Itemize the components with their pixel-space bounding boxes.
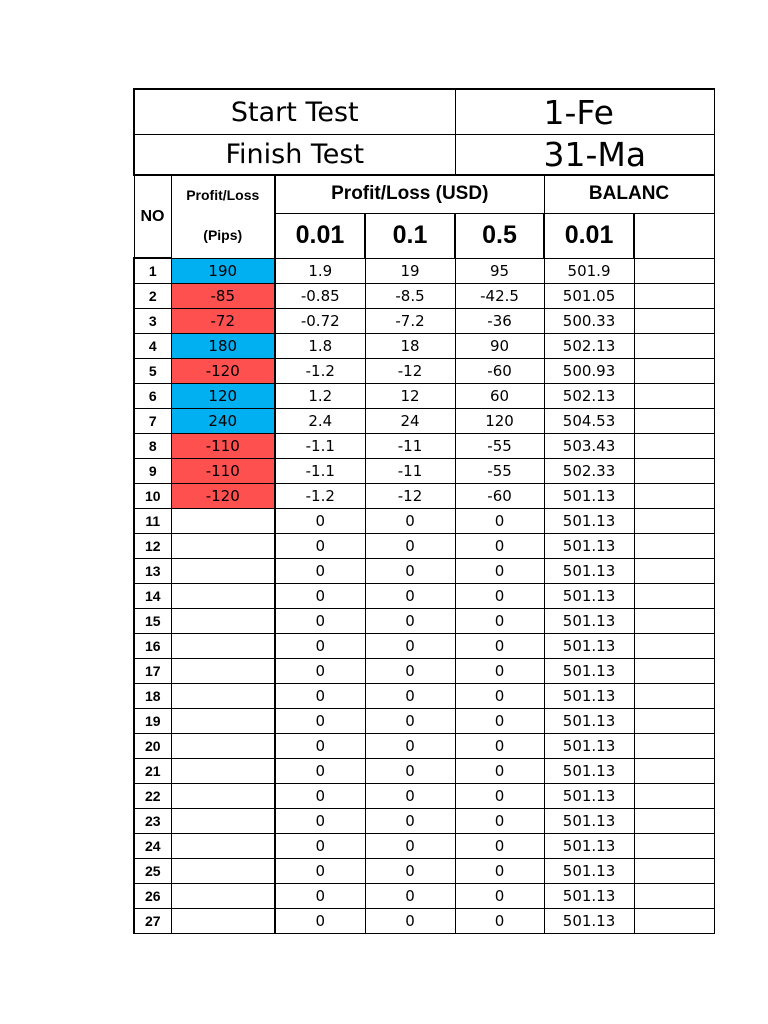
balance-next-cell[interactable]: [634, 258, 714, 284]
balance-next-cell[interactable]: [634, 434, 714, 459]
pips-cell[interactable]: [171, 634, 275, 659]
balance-next-cell[interactable]: [634, 534, 714, 559]
usd-05-cell[interactable]: 0: [455, 809, 544, 834]
balance-cell[interactable]: 501.9: [544, 258, 634, 284]
pips-cell[interactable]: [171, 709, 275, 734]
usd-01-cell[interactable]: -11: [365, 434, 455, 459]
usd-05-cell[interactable]: 0: [455, 884, 544, 909]
usd-001-cell[interactable]: -1.1: [275, 434, 365, 459]
balance-next-cell[interactable]: [634, 834, 714, 859]
usd-05-cell[interactable]: 0: [455, 634, 544, 659]
pips-cell[interactable]: -85: [171, 284, 275, 309]
usd-05-cell[interactable]: 95: [455, 258, 544, 284]
start-test-row: [134, 89, 714, 135]
usd-05-cell[interactable]: 0: [455, 659, 544, 684]
usd-05-cell[interactable]: -42.5: [455, 284, 544, 309]
balance-cell[interactable]: 501.13: [544, 609, 634, 634]
balance-next-cell[interactable]: [634, 559, 714, 584]
balance-cell[interactable]: 501.13: [544, 709, 634, 734]
usd-001-cell[interactable]: -1.2: [275, 359, 365, 384]
balance-next-cell[interactable]: [634, 909, 714, 934]
usd-group-header: Profit/Loss (USD): [275, 175, 544, 213]
balance-cell[interactable]: 502.13: [544, 334, 634, 359]
table-row: [134, 659, 714, 684]
row-number[interactable]: 25: [134, 859, 171, 884]
table-row: [134, 484, 714, 509]
column-header-row: [134, 175, 714, 213]
pips-cell[interactable]: [171, 759, 275, 784]
row-number[interactable]: 5: [134, 359, 171, 384]
table-row: [134, 759, 714, 784]
usd-05-cell[interactable]: 0: [455, 509, 544, 534]
pips-cell[interactable]: [171, 809, 275, 834]
usd-01-cell[interactable]: 18: [365, 334, 455, 359]
usd-001-cell[interactable]: 0: [275, 509, 365, 534]
usd-05-cell[interactable]: 120: [455, 409, 544, 434]
row-number[interactable]: 13: [134, 559, 171, 584]
usd-01-cell[interactable]: 24: [365, 409, 455, 434]
pips-cell[interactable]: [171, 509, 275, 534]
pips-cell[interactable]: [171, 534, 275, 559]
usd-01-cell[interactable]: 0: [365, 834, 455, 859]
pips-cell[interactable]: [171, 884, 275, 909]
usd-05-cell[interactable]: 0: [455, 909, 544, 934]
pips-cell[interactable]: -120: [171, 359, 275, 384]
balance-next-cell[interactable]: [634, 509, 714, 534]
usd-01-cell[interactable]: 0: [365, 634, 455, 659]
usd-001-cell[interactable]: -1.1: [275, 459, 365, 484]
usd-05-cell[interactable]: 0: [455, 709, 544, 734]
usd-001-cell[interactable]: 0: [275, 534, 365, 559]
lot-size-header: 0.01: [275, 213, 365, 258]
usd-05-cell[interactable]: -60: [455, 359, 544, 384]
balance-cell[interactable]: 501.13: [544, 809, 634, 834]
pips-cell[interactable]: [171, 609, 275, 634]
balance-cell[interactable]: 501.13: [544, 884, 634, 909]
pips-cell[interactable]: 190: [171, 258, 275, 284]
table-row: [134, 884, 714, 909]
usd-001-cell[interactable]: -1.2: [275, 484, 365, 509]
usd-001-cell[interactable]: 0: [275, 634, 365, 659]
table-row: [134, 909, 714, 934]
lot-size-header: [634, 213, 714, 258]
usd-05-cell[interactable]: 0: [455, 759, 544, 784]
usd-05-cell[interactable]: 0: [455, 534, 544, 559]
table-row: [134, 309, 714, 334]
usd-01-cell[interactable]: 0: [365, 509, 455, 534]
balance-next-cell[interactable]: [634, 809, 714, 834]
row-number[interactable]: 8: [134, 434, 171, 459]
row-number[interactable]: 16: [134, 634, 171, 659]
row-number[interactable]: 21: [134, 759, 171, 784]
usd-01-cell[interactable]: 0: [365, 859, 455, 884]
pips-cell[interactable]: [171, 834, 275, 859]
pips-cell[interactable]: [171, 559, 275, 584]
usd-01-cell[interactable]: 0: [365, 909, 455, 934]
pips-cell[interactable]: [171, 784, 275, 809]
usd-001-cell[interactable]: 0: [275, 834, 365, 859]
start-test-date: 1-Fe: [455, 89, 714, 135]
usd-001-cell[interactable]: 0: [275, 659, 365, 684]
table-row: [134, 809, 714, 834]
balance-cell[interactable]: 501.13: [544, 484, 634, 509]
table-row: [134, 559, 714, 584]
pips-cell[interactable]: [171, 584, 275, 609]
balance-next-cell[interactable]: [634, 659, 714, 684]
table-row: [134, 684, 714, 709]
no-column-header: NO: [134, 175, 171, 258]
table-row: [134, 409, 714, 434]
backtest-table: [133, 88, 715, 934]
row-number[interactable]: 4: [134, 334, 171, 359]
balance-cell[interactable]: 501.13: [544, 684, 634, 709]
pips-cell[interactable]: -72: [171, 309, 275, 334]
row-number[interactable]: 2: [134, 284, 171, 309]
usd-01-cell[interactable]: 0: [365, 809, 455, 834]
usd-05-cell[interactable]: 0: [455, 784, 544, 809]
pips-cell[interactable]: -110: [171, 459, 275, 484]
usd-05-cell[interactable]: 0: [455, 859, 544, 884]
balance-cell[interactable]: 501.13: [544, 734, 634, 759]
row-number[interactable]: 11: [134, 509, 171, 534]
usd-01-cell[interactable]: 0: [365, 759, 455, 784]
pips-cell[interactable]: -110: [171, 434, 275, 459]
row-number[interactable]: 12: [134, 534, 171, 559]
lot-size-row: [134, 213, 714, 258]
table-row: [134, 284, 714, 309]
balance-cell[interactable]: 503.43: [544, 434, 634, 459]
balance-next-cell[interactable]: [634, 309, 714, 334]
table-row: [134, 384, 714, 409]
balance-next-cell[interactable]: [634, 609, 714, 634]
balance-next-cell[interactable]: [634, 284, 714, 309]
balance-cell[interactable]: 504.53: [544, 409, 634, 434]
usd-001-cell[interactable]: 0: [275, 709, 365, 734]
row-number[interactable]: 7: [134, 409, 171, 434]
usd-01-cell[interactable]: 0: [365, 734, 455, 759]
usd-01-cell[interactable]: 0: [365, 884, 455, 909]
balance-next-cell[interactable]: [634, 459, 714, 484]
row-number[interactable]: 17: [134, 659, 171, 684]
table-row: [134, 434, 714, 459]
finish-test-date: 31-Ma: [455, 135, 714, 176]
balance-next-cell[interactable]: [634, 359, 714, 384]
pips-cell[interactable]: [171, 734, 275, 759]
row-number[interactable]: 9: [134, 459, 171, 484]
balance-next-cell[interactable]: [634, 634, 714, 659]
balance-next-cell[interactable]: [634, 734, 714, 759]
usd-05-cell[interactable]: 0: [455, 684, 544, 709]
balance-next-cell[interactable]: [634, 759, 714, 784]
table-row: [134, 258, 714, 284]
row-number[interactable]: 20: [134, 734, 171, 759]
usd-05-cell[interactable]: -60: [455, 484, 544, 509]
pips-cell[interactable]: [171, 684, 275, 709]
balance-cell[interactable]: 501.13: [544, 834, 634, 859]
usd-05-cell[interactable]: -55: [455, 434, 544, 459]
pips-cell[interactable]: [171, 659, 275, 684]
usd-05-cell[interactable]: 0: [455, 584, 544, 609]
pips-cell[interactable]: [171, 859, 275, 884]
lot-size-header: 0.01: [544, 213, 634, 258]
usd-001-cell[interactable]: 0: [275, 684, 365, 709]
row-number[interactable]: 15: [134, 609, 171, 634]
usd-001-cell[interactable]: 0: [275, 734, 365, 759]
usd-01-cell[interactable]: -11: [365, 459, 455, 484]
table-row: [134, 734, 714, 759]
finish-test-row: [134, 135, 714, 176]
row-number[interactable]: 23: [134, 809, 171, 834]
table-row: [134, 709, 714, 734]
usd-05-cell[interactable]: 0: [455, 734, 544, 759]
row-number[interactable]: 10: [134, 484, 171, 509]
table-row: [134, 784, 714, 809]
pips-unit-label: (Pips): [171, 213, 275, 258]
lot-size-header: 0.5: [455, 213, 544, 258]
balance-next-cell[interactable]: [634, 709, 714, 734]
balance-cell[interactable]: 501.13: [544, 909, 634, 934]
pips-cell[interactable]: 120: [171, 384, 275, 409]
usd-05-cell[interactable]: 90: [455, 334, 544, 359]
usd-01-cell[interactable]: -8.5: [365, 284, 455, 309]
pips-cell[interactable]: -120: [171, 484, 275, 509]
usd-01-cell[interactable]: 0: [365, 534, 455, 559]
table-row: [134, 609, 714, 634]
usd-01-cell[interactable]: 0: [365, 659, 455, 684]
usd-001-cell[interactable]: 0: [275, 784, 365, 809]
usd-001-cell[interactable]: 0: [275, 759, 365, 784]
pips-cell[interactable]: 240: [171, 409, 275, 434]
balance-next-cell[interactable]: [634, 334, 714, 359]
table-row: [134, 834, 714, 859]
usd-01-cell[interactable]: -12: [365, 359, 455, 384]
usd-05-cell[interactable]: -36: [455, 309, 544, 334]
balance-cell[interactable]: 500.93: [544, 359, 634, 384]
usd-001-cell[interactable]: 0: [275, 559, 365, 584]
pips-cell[interactable]: [171, 909, 275, 934]
balance-cell[interactable]: 501.13: [544, 559, 634, 584]
row-number[interactable]: 14: [134, 584, 171, 609]
usd-01-cell[interactable]: 12: [365, 384, 455, 409]
row-number[interactable]: 1: [134, 258, 171, 284]
balance-next-cell[interactable]: [634, 409, 714, 434]
usd-001-cell[interactable]: 0: [275, 909, 365, 934]
usd-001-cell[interactable]: -0.85: [275, 284, 365, 309]
balance-group-header: BALANC: [544, 175, 714, 213]
balance-next-cell[interactable]: [634, 884, 714, 909]
usd-001-cell[interactable]: -0.72: [275, 309, 365, 334]
balance-cell[interactable]: 501.13: [544, 534, 634, 559]
balance-cell[interactable]: 501.13: [544, 784, 634, 809]
usd-01-cell[interactable]: -12: [365, 484, 455, 509]
usd-001-cell[interactable]: 1.9: [275, 258, 365, 284]
balance-cell[interactable]: 501.13: [544, 659, 634, 684]
balance-cell[interactable]: 501.13: [544, 859, 634, 884]
usd-01-cell[interactable]: -7.2: [365, 309, 455, 334]
table-row: [134, 859, 714, 884]
balance-cell[interactable]: 500.33: [544, 309, 634, 334]
row-number[interactable]: 22: [134, 784, 171, 809]
balance-next-cell[interactable]: [634, 859, 714, 884]
usd-05-cell[interactable]: -55: [455, 459, 544, 484]
spreadsheet-viewport: [133, 88, 670, 941]
row-number[interactable]: 27: [134, 909, 171, 934]
table-row: [134, 534, 714, 559]
balance-cell[interactable]: 501.13: [544, 634, 634, 659]
start-test-label: Start Test: [134, 89, 455, 135]
usd-001-cell[interactable]: 0: [275, 584, 365, 609]
lot-size-header: 0.1: [365, 213, 455, 258]
usd-01-cell[interactable]: 0: [365, 684, 455, 709]
table-row: [134, 334, 714, 359]
usd-001-cell[interactable]: 0: [275, 859, 365, 884]
usd-05-cell[interactable]: 60: [455, 384, 544, 409]
usd-01-cell[interactable]: 0: [365, 559, 455, 584]
pips-cell[interactable]: 180: [171, 334, 275, 359]
balance-next-cell[interactable]: [634, 784, 714, 809]
finish-test-label: Finish Test: [134, 135, 455, 176]
usd-01-cell[interactable]: 0: [365, 584, 455, 609]
balance-next-cell[interactable]: [634, 684, 714, 709]
table-row: [134, 584, 714, 609]
row-number[interactable]: 26: [134, 884, 171, 909]
usd-001-cell[interactable]: 1.8: [275, 334, 365, 359]
usd-05-cell[interactable]: 0: [455, 834, 544, 859]
table-row: [134, 459, 714, 484]
row-number[interactable]: 3: [134, 309, 171, 334]
row-number[interactable]: 6: [134, 384, 171, 409]
usd-01-cell[interactable]: 19: [365, 258, 455, 284]
table-row: [134, 359, 714, 384]
table-row: [134, 634, 714, 659]
usd-001-cell[interactable]: 0: [275, 884, 365, 909]
row-number[interactable]: 19: [134, 709, 171, 734]
usd-001-cell[interactable]: 0: [275, 809, 365, 834]
balance-next-cell[interactable]: [634, 484, 714, 509]
usd-01-cell[interactable]: 0: [365, 784, 455, 809]
balance-cell[interactable]: 501.13: [544, 584, 634, 609]
usd-05-cell[interactable]: 0: [455, 609, 544, 634]
balance-cell[interactable]: 501.13: [544, 759, 634, 784]
table-row: [134, 509, 714, 534]
row-number[interactable]: 24: [134, 834, 171, 859]
balance-next-cell[interactable]: [634, 384, 714, 409]
usd-001-cell[interactable]: 1.2: [275, 384, 365, 409]
balance-cell[interactable]: 501.13: [544, 509, 634, 534]
balance-cell[interactable]: 502.33: [544, 459, 634, 484]
balance-next-cell[interactable]: [634, 584, 714, 609]
usd-001-cell[interactable]: 0: [275, 609, 365, 634]
balance-cell[interactable]: 501.05: [544, 284, 634, 309]
usd-01-cell[interactable]: 0: [365, 709, 455, 734]
pips-column-header: Profit/Loss: [171, 175, 275, 213]
balance-cell[interactable]: 502.13: [544, 384, 634, 409]
usd-01-cell[interactable]: 0: [365, 609, 455, 634]
usd-05-cell[interactable]: 0: [455, 559, 544, 584]
row-number[interactable]: 18: [134, 684, 171, 709]
usd-001-cell[interactable]: 2.4: [275, 409, 365, 434]
